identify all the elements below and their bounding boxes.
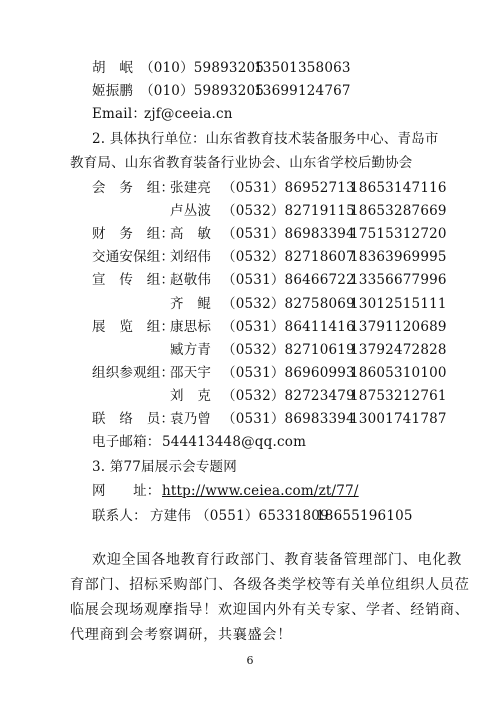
group-member-phone: （0531）86466722	[222, 272, 355, 288]
group-member-mobile: 18363969995	[350, 249, 447, 265]
group-member-name: 高 敏	[170, 226, 212, 242]
group-member-phone: （0531）86952713	[222, 180, 355, 196]
group-label: 宣 传 组：	[92, 272, 175, 288]
contact-person-phone: （0551）65331809	[196, 508, 329, 524]
group-label: 交通安保组：	[92, 249, 175, 265]
email2-label: 电子邮箱：	[92, 434, 161, 450]
contact-phone: （010）59893205	[140, 83, 265, 99]
group-member-phone: （0532）82758069	[222, 296, 355, 312]
group-member-phone: （0531）86960993	[222, 365, 355, 381]
group-member-mobile: 17515312720	[350, 226, 447, 242]
email2-value[interactable]: 544413448@qq.com	[162, 434, 307, 450]
contact-name: 姬振鹏	[92, 83, 134, 99]
welcome-line: 代理商到会考察调研，共襄盛会！	[70, 627, 292, 643]
group-member-phone: （0531）86411416	[222, 319, 355, 335]
group-label: 会 务 组：	[92, 180, 175, 196]
group-member-mobile: 13792472828	[350, 342, 447, 358]
contact-phone: （010）59893205	[140, 60, 265, 76]
group-label: 财 务 组：	[92, 226, 175, 242]
group-member-mobile: 18605310100	[350, 365, 447, 381]
group-member-mobile: 13012515111	[350, 296, 447, 312]
group-member-mobile: 18653147116	[350, 180, 447, 196]
welcome-line: 欢迎全国各地教育行政部门、教育装备管理部门、电化教	[92, 552, 462, 568]
website-link[interactable]: http://www.ceiea.com/zt/77/	[162, 483, 359, 499]
section3-title: 3. 第77届展示会专题网	[92, 459, 237, 475]
group-member-mobile: 18753212761	[350, 388, 447, 404]
group-member-name: 袁乃曾	[170, 411, 212, 427]
website-label: 网 址：	[92, 483, 161, 499]
contact-name: 胡 岷	[92, 60, 134, 76]
group-member-name: 刘绍伟	[170, 249, 212, 265]
group-member-mobile: 13356677996	[350, 272, 447, 288]
welcome-line: 临展会现场观摩指导！欢迎国内外有关专家、学者、经销商、	[70, 602, 470, 618]
contact-mobile: 13699124767	[254, 83, 351, 99]
group-member-phone: （0532）82710619	[222, 342, 355, 358]
page-number: 6	[246, 654, 254, 667]
group-member-phone: （0532）82718607	[222, 249, 355, 265]
group-member-name: 臧方青	[170, 342, 212, 358]
group-label: 组织参观组：	[92, 365, 175, 381]
group-member-mobile: 18653287669	[350, 203, 447, 219]
group-member-mobile: 13001741787	[350, 411, 447, 427]
group-member-phone: （0532）82723479	[222, 388, 355, 404]
group-member-name: 卢丛波	[170, 203, 212, 219]
contact-person-mobile: 18655196105	[316, 508, 413, 524]
section2-line1: 2. 具体执行单位：山东省教育技术装备服务中心、青岛市	[92, 131, 439, 147]
group-member-phone: （0531）86983394	[222, 411, 355, 427]
contact-mobile: 13501358063	[254, 60, 351, 76]
group-member-mobile: 13791120689	[350, 319, 447, 335]
section2-line2: 教育局、山东省教育装备行业协会、山东省学校后勤协会	[70, 155, 413, 171]
group-label: 展 览 组：	[92, 319, 175, 335]
group-member-phone: （0532）82719115	[222, 203, 355, 219]
group-member-name: 张建亮	[170, 180, 212, 196]
contact-person-name: 方建伟	[150, 508, 192, 524]
group-member-phone: （0531）86983394	[222, 226, 355, 242]
email-value[interactable]: zjf@ceeia.cn	[144, 106, 233, 122]
contact-person-label: 联系人：	[92, 508, 147, 524]
group-member-name: 赵敬伟	[170, 272, 212, 288]
group-label: 联 络 员：	[92, 411, 175, 427]
welcome-line: 育部门、招标采购部门、各级各类学校等有关单位组织人员莅	[70, 577, 470, 593]
group-member-name: 康思标	[170, 319, 212, 335]
group-member-name: 齐 鲲	[170, 296, 212, 312]
email-label: Email：	[92, 106, 147, 122]
group-member-name: 邵天宇	[170, 365, 212, 381]
group-member-name: 刘 克	[170, 388, 212, 404]
